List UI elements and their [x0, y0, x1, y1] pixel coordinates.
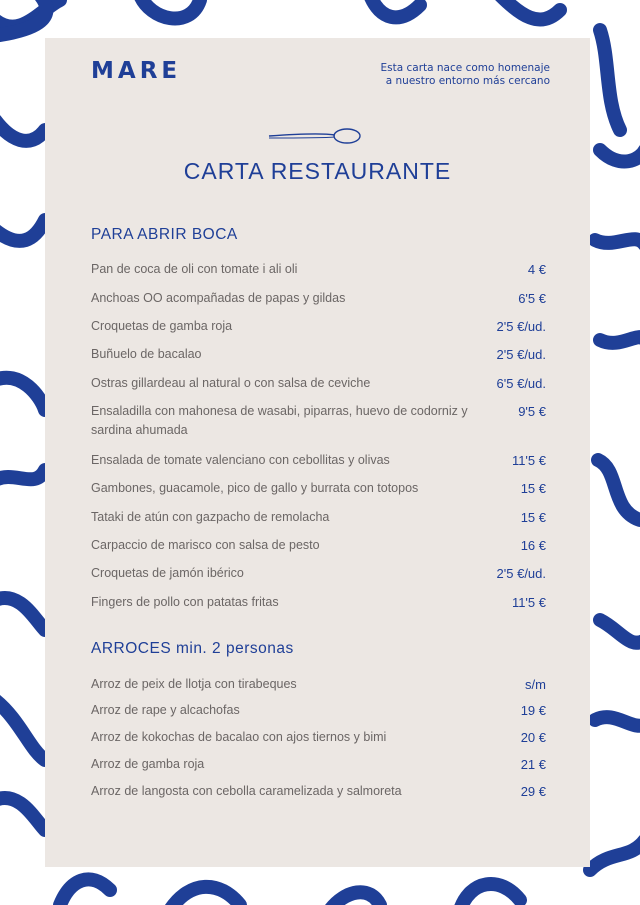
item-name: Arroz de rape y alcachofas	[91, 703, 240, 717]
page-title: CARTA RESTAURANTE	[183, 158, 452, 184]
menu-item	[91, 508, 546, 527]
item-price: s/m	[525, 677, 546, 692]
menu-item	[91, 675, 546, 694]
menu-item	[91, 402, 546, 440]
spoon-icon	[267, 126, 363, 148]
menu-item	[91, 593, 546, 612]
item-price: 6'5 €	[518, 291, 546, 306]
item-price: 16 €	[520, 538, 546, 553]
item-name: Buñuelo de bacalao	[91, 347, 202, 361]
menu-card	[45, 38, 590, 867]
menu-item	[91, 782, 546, 801]
menu-item	[91, 536, 546, 555]
item-price: 6'5 €/ud.	[496, 376, 546, 391]
menu-item	[91, 260, 546, 279]
item-price: 15 €	[520, 510, 546, 525]
item-name: Arroz de gamba roja	[91, 757, 205, 771]
item-price: 15 €	[520, 481, 546, 496]
item-name: Ostras gillardeau al natural o con salsa de ceviche	[91, 376, 371, 390]
item-price: 21 €	[520, 757, 546, 772]
item-price: 19 €	[520, 703, 546, 718]
item-name: Arroz de langosta con cebolla caramelizada y salmoreta	[91, 784, 402, 798]
menu-item	[91, 374, 546, 393]
menu-item	[91, 728, 546, 747]
item-name: Gambones, guacamole, pico de gallo y burrata con totopos	[91, 481, 419, 495]
item-name: Croquetas de jamón ibérico	[91, 566, 244, 580]
tagline-line: Esta carta nace como homenaje	[380, 62, 550, 74]
item-price: 4 €	[527, 262, 546, 277]
item-name: Fingers de pollo con patatas fritas	[91, 595, 279, 609]
menu-item	[91, 479, 546, 498]
section-title: ARROCES min. 2 personas	[91, 640, 294, 657]
menu-item	[91, 345, 546, 364]
item-name: Ensaladilla con mahonesa de wasabi, piparras, huevo de codorniz y sardina ahumada	[91, 404, 468, 437]
tagline	[330, 62, 550, 88]
item-price: 2'5 €/ud.	[496, 319, 546, 334]
menu-item	[91, 317, 546, 336]
item-name: Ensalada de tomate valenciano con cebollitas y olivas	[91, 453, 390, 467]
item-name: Arroz de kokochas de bacalao con ajos tiernos y bimi	[91, 730, 387, 744]
item-name: Anchoas OO acompañadas de papas y gildas	[91, 291, 346, 305]
item-price: 29 €	[520, 784, 546, 799]
item-name: Tataki de atún con gazpacho de remolacha	[91, 510, 330, 524]
menu-item	[91, 755, 546, 774]
item-name: Pan de coca de oli con tomate i ali oli	[91, 262, 298, 276]
brand-logo: MARE	[91, 58, 182, 84]
menu-item	[91, 701, 546, 720]
item-price: 9'5 €	[518, 404, 546, 419]
item-price: 11'5 €	[511, 595, 546, 610]
tagline-line: a nuestro entorno más cercano	[385, 75, 550, 87]
item-price: 2'5 €/ud.	[496, 566, 546, 581]
item-name: Carpaccio de marisco con salsa de pesto	[91, 538, 320, 552]
item-price: 11'5 €	[511, 453, 546, 468]
item-name: Croquetas de gamba roja	[91, 319, 233, 333]
menu-item	[91, 289, 546, 308]
menu-item	[91, 451, 546, 470]
menu-item	[91, 564, 546, 583]
item-name: Arroz de peix de llotja con tirabeques	[91, 677, 297, 691]
item-price: 20 €	[520, 730, 546, 745]
item-price: 2'5 €/ud.	[496, 347, 546, 362]
section-title: PARA ABRIR BOCA	[91, 226, 238, 243]
